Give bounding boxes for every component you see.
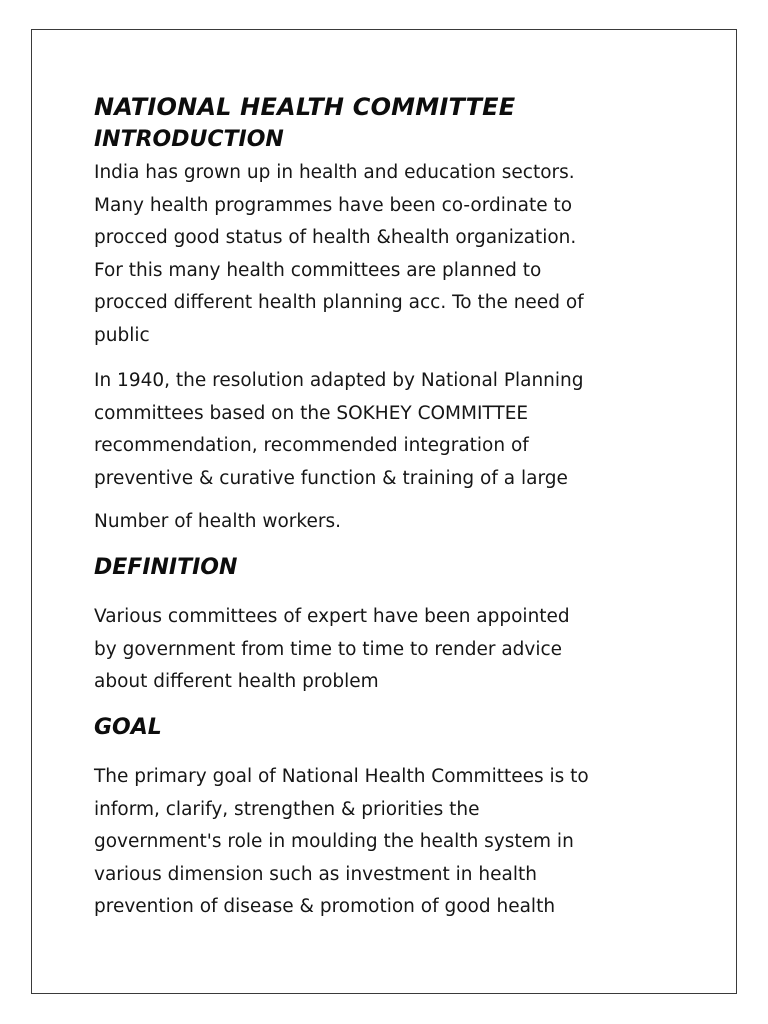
document-page [31,29,737,994]
text-line: various dimension such as investment in health [94,863,537,885]
text-line: Many health programmes have been co-ordinate to [94,194,573,216]
introduction-paragraph-2-last-line: Number of health workers. [94,511,341,532]
text-line: Various committees of expert have been appointed [94,606,570,627]
text-line: The primary goal of National Health Committees is to [94,766,589,787]
introduction-paragraph-1 [94,157,584,352]
text-line: procced good status of health &health organization. [94,227,577,248]
document-title: NATIONAL HEALTH COMMITTEE [94,93,516,121]
text-line: For this many health committees are planned to [94,259,542,281]
text-line: India has grown up in health and education sectors. [94,162,575,183]
introduction-paragraph-2 [94,365,584,495]
text-line: inform, clarify, strengthen & priorities the [94,798,480,820]
definition-paragraph [94,601,570,699]
text-line: preventive & curative function & training of a large [94,467,568,489]
text-line: public [94,324,150,346]
goal-heading: GOAL [94,715,162,740]
text-line: government's role in moulding the health system in [94,831,574,852]
text-line: by government from time to time to render advice [94,638,563,660]
text-line: about different health problem [94,671,379,692]
introduction-heading: INTRODUCTION [94,127,284,152]
definition-heading: DEFINITION [94,555,238,580]
text-line: procced different health planning acc. To the need of [94,292,584,313]
text-line: prevention of disease & promotion of good health [94,896,556,917]
text-line: In 1940, the resolution adapted by National Planning [94,370,584,391]
goal-paragraph [94,761,589,924]
text-line: recommendation, recommended integration of [94,435,529,456]
text-line: committees based on the SOKHEY COMMITTEE [94,402,529,424]
